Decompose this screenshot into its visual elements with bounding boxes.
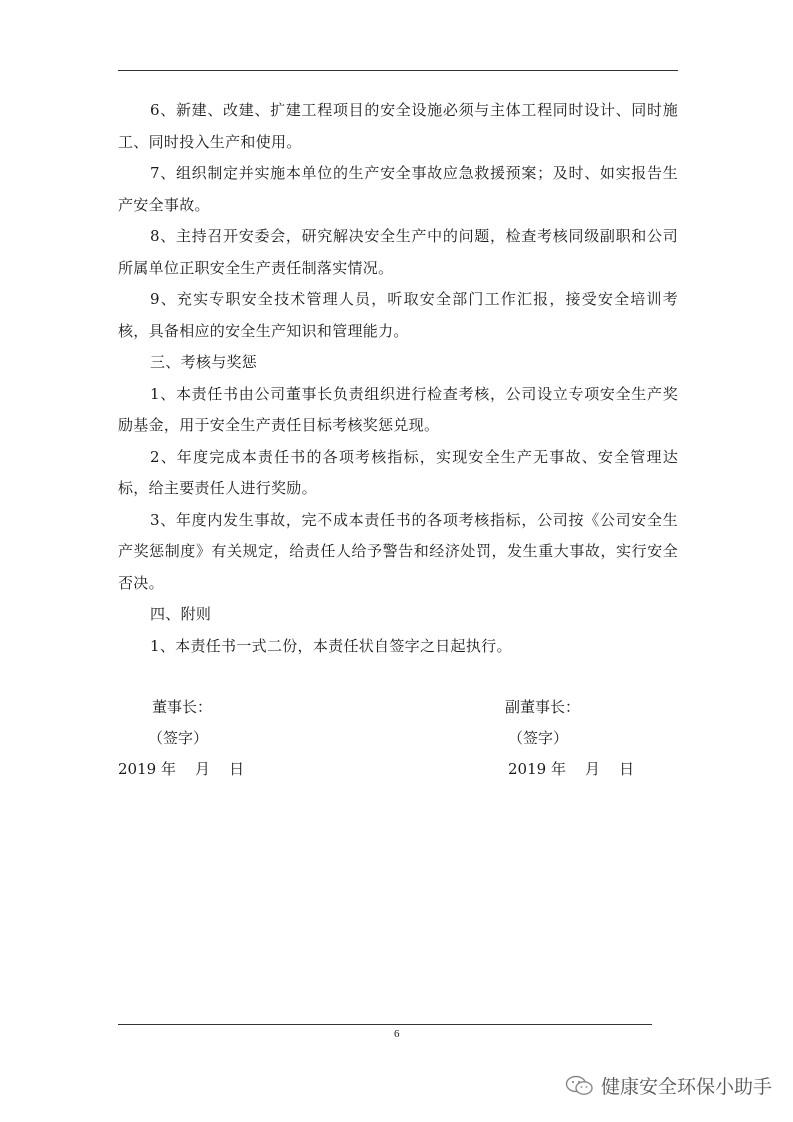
watermark-text: 健康安全环保小助手 [601,1076,773,1098]
paragraph-appendix-1: 1、本责任书一式二份，本责任状自签字之日起执行。 [150,636,512,655]
watermark [565,1072,772,1099]
header-rule [118,70,678,71]
paragraph-item-8: 8、主持召开安委会，研究解决安全生产中的问题，检查考核同级副职和公司所属单位正职安全生产责任制落实情况。 [118,227,678,277]
page-number: 6 [394,1028,400,1040]
paragraph-assessment-3: 3、年度内发生事故，完不成本责任书的各项考核指标，公司按《公司安全生产奖惩制度》有关规定，给责任人给予警告和经济处罚，发生重大事故，实行安全否决。 [118,510,678,592]
wechat-icon [565,1075,595,1097]
footer-rule [118,1024,652,1025]
signature-left-date: 2019 年 月 日 [118,760,245,778]
signature-right-sign: （签字） [508,729,569,747]
paragraph-assessment-2: 2、年度完成本责任书的各项考核指标，实现安全生产无事故、安全管理达标，给主要责任人进行奖励。 [118,447,678,497]
signature-right-date: 2019 年 月 日 [508,760,635,778]
paragraph-assessment-1: 1、本责任书由公司董事长负责组织进行检查考核，公司设立专项安全生产奖励基金，用于安全生产责任目标考核奖惩兑现。 [118,384,678,434]
paragraph-item-9: 9、充实专职安全技术管理人员，听取安全部门工作汇报，接受安全培训考核，具备相应的安全生产知识和管理能力。 [118,290,678,340]
signature-left-title: 董事长： [152,698,213,716]
section-heading-appendix: 四、附则 [150,605,212,623]
signature-right-title: 副董事长： [505,698,581,716]
signature-left-sign: （签字） [148,729,209,747]
section-heading-assessment: 三、考核与奖惩 [150,353,258,371]
paragraph-item-7: 7、组织制定并实施本单位的生产安全事故应急救援预案；及时、如实报告生产安全事故。 [118,164,678,214]
document-body [118,95,678,662]
paragraph-item-6: 6、新建、改建、扩建工程项目的安全设施必须与主体工程同时设计、同时施工、同时投入生产和使用。 [118,101,678,151]
